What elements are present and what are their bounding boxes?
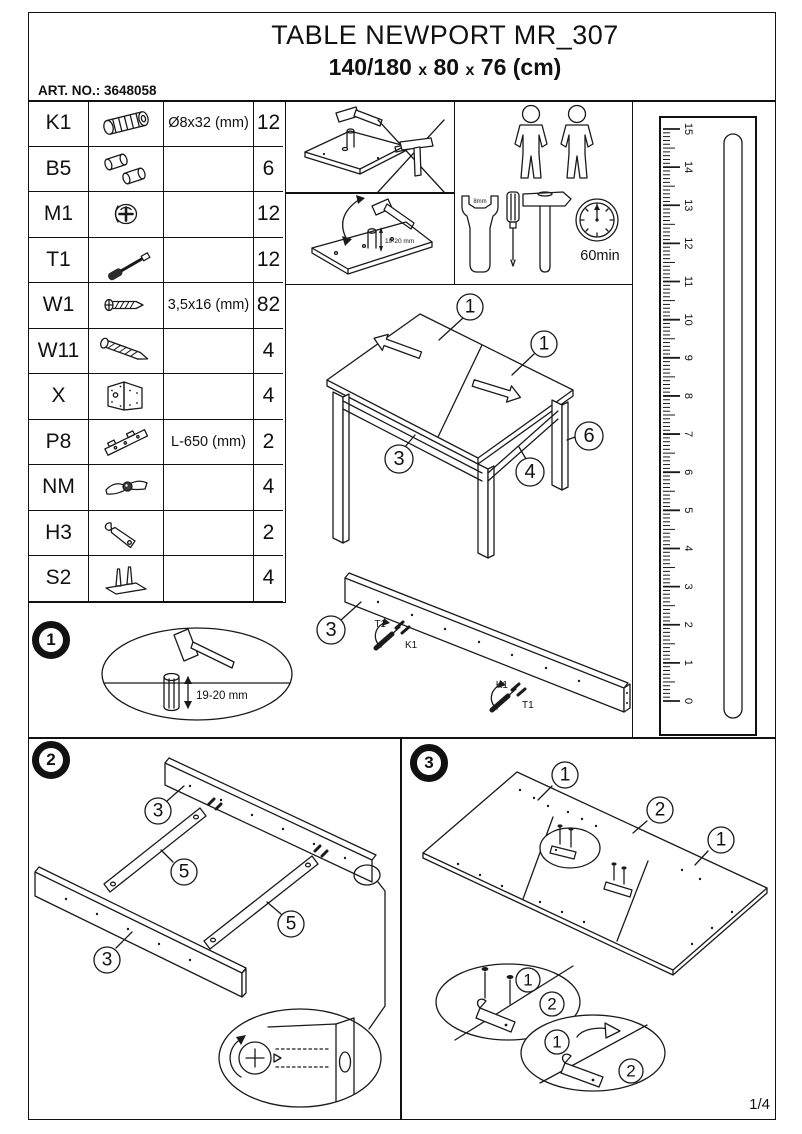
part-dimension	[164, 147, 254, 193]
svg-text:1: 1	[559, 764, 571, 786]
part-qty: 82	[254, 283, 283, 329]
part-code: B5	[29, 147, 89, 193]
svg-text:3: 3	[682, 583, 695, 590]
screwdriver-icon	[507, 192, 519, 266]
label-k1: K1	[495, 680, 508, 691]
svg-text:1: 1	[682, 659, 695, 666]
part-qty: 4	[254, 374, 283, 420]
svg-text:3: 3	[101, 949, 113, 971]
svg-text:1: 1	[715, 829, 727, 851]
clock-icon	[576, 199, 618, 241]
part-code: X	[29, 374, 89, 420]
step-1-badge: 1	[32, 621, 70, 659]
part-qty: 4	[254, 556, 283, 602]
bolt-icon	[89, 238, 164, 284]
step-2-badge: 2	[32, 741, 70, 779]
ruler	[659, 116, 757, 736]
wrong-flat-dowel	[395, 138, 433, 176]
part-dimension	[164, 556, 254, 602]
callout-5-right	[267, 902, 304, 937]
callout-1-right	[695, 827, 734, 865]
part-qty: 2	[254, 511, 283, 557]
svg-text:9: 9	[682, 354, 695, 361]
screw-position-2	[491, 680, 534, 711]
svg-text:12: 12	[682, 237, 695, 250]
article-number: ART. NO.: 3648058	[38, 83, 157, 98]
part-qty: 4	[254, 465, 283, 511]
step3-diagram	[400, 738, 776, 1120]
svg-text:2: 2	[547, 994, 557, 1014]
svg-text:5: 5	[682, 507, 695, 514]
part-dimension	[164, 374, 254, 420]
svg-text:4: 4	[682, 545, 695, 552]
dim-x: x	[418, 62, 428, 79]
long-screw-icon	[89, 329, 164, 375]
part-code: M1	[29, 192, 89, 238]
svg-text:3: 3	[152, 800, 164, 822]
svg-text:6: 6	[682, 469, 695, 476]
callout-3	[385, 435, 415, 473]
label-k1: K1	[405, 640, 418, 651]
svg-text:5: 5	[178, 861, 190, 883]
ruler-slot	[724, 134, 742, 718]
svg-text:1: 1	[538, 333, 550, 355]
page-number: 1/4	[749, 1096, 770, 1113]
ruler-scale	[661, 118, 755, 734]
svg-text:15: 15	[682, 122, 695, 136]
callout-1b	[512, 331, 557, 375]
dim-main: 140/180	[328, 54, 412, 80]
hammer-icon	[174, 629, 234, 668]
part-qty: 2	[254, 420, 283, 466]
svg-text:1: 1	[552, 1032, 562, 1052]
wrench-size-label: 8mm	[473, 199, 487, 205]
dim-x: x	[465, 62, 475, 79]
svg-text:2: 2	[626, 1061, 636, 1081]
svg-text:14: 14	[682, 161, 695, 174]
svg-text:5: 5	[285, 913, 297, 935]
page-title: TABLE NEWPORT MR_307	[271, 20, 619, 50]
part-dimension	[164, 329, 254, 375]
part-code: H3	[29, 511, 89, 557]
svg-text:2: 2	[682, 621, 695, 628]
part-dimension	[164, 238, 254, 284]
part-code: W1	[29, 283, 89, 329]
part-qty: 6	[254, 147, 283, 193]
part-qty: 12	[254, 238, 283, 284]
svg-text:3: 3	[325, 619, 337, 641]
corner-bracket-icon	[89, 374, 164, 420]
product-dimensions	[28, 54, 776, 81]
part-qty: 12	[254, 101, 283, 147]
part-dimension	[164, 465, 254, 511]
part-dimension: 3,5x16 (mm)	[164, 283, 254, 329]
svg-text:4: 4	[524, 461, 536, 483]
part-code: T1	[29, 238, 89, 284]
step2-diagram	[28, 738, 400, 1120]
crew-tools-panel	[455, 100, 632, 285]
part-code: P8	[29, 420, 89, 466]
screw-icon	[89, 283, 164, 329]
wrench-icon	[462, 196, 498, 272]
hammering-warning-diagram	[286, 100, 455, 285]
person-icon	[561, 106, 593, 179]
hammer-tilt-diagram	[312, 195, 432, 274]
dim-width: 80	[433, 54, 460, 80]
svg-text:13: 13	[682, 199, 695, 212]
step1-hammer-dowel-detail	[28, 607, 328, 738]
crossed-out-mark	[378, 120, 444, 192]
cam-lock-icon	[89, 192, 164, 238]
part-code: S2	[29, 556, 89, 602]
tools-diagram	[455, 100, 632, 285]
sleeve-caps-icon	[89, 147, 164, 193]
part-dimension: Ø8x32 (mm)	[164, 101, 254, 147]
svg-text:3: 3	[393, 448, 405, 470]
svg-text:8: 8	[682, 392, 695, 399]
label-t1: T1	[374, 619, 386, 630]
step-3-badge: 3	[410, 744, 448, 782]
svg-text:7: 7	[682, 431, 695, 438]
rail-diagram	[286, 560, 632, 738]
part-dimension	[164, 511, 254, 557]
bottom-rail	[35, 867, 246, 997]
svg-text:2: 2	[654, 799, 666, 821]
callout-6	[567, 422, 603, 450]
part-qty: 12	[254, 192, 283, 238]
callout-5-left	[161, 850, 197, 885]
no-flat-hammering-diagram	[305, 107, 444, 192]
dim-height: 76 (cm)	[480, 54, 562, 80]
cross-bar-right	[204, 856, 318, 949]
person-icon	[515, 106, 547, 179]
label-t1: T1	[522, 700, 534, 711]
rail-board	[345, 573, 630, 712]
dowel-icon	[164, 674, 179, 711]
depth-arrow	[184, 676, 192, 709]
svg-text:6: 6	[583, 425, 595, 447]
callout-3-top	[145, 786, 184, 824]
warning-panel	[286, 100, 455, 285]
callout-3-bottom	[94, 932, 132, 973]
dowel-icon	[89, 101, 164, 147]
latch-rotation-detail	[521, 1015, 665, 1091]
part-code: NM	[29, 465, 89, 511]
svg-text:1: 1	[464, 296, 476, 318]
knob-nut-icon	[89, 465, 164, 511]
part-dimension	[164, 192, 254, 238]
tabletop-panels	[423, 772, 767, 975]
svg-text:10: 10	[682, 313, 695, 326]
parts-table	[28, 100, 286, 603]
hammer-icon	[336, 107, 382, 126]
hammer-icon	[523, 192, 571, 272]
title-block	[28, 12, 776, 100]
svg-text:0: 0	[682, 697, 695, 705]
depth-label-small: 19-20 mm	[385, 238, 415, 245]
part-code: K1	[29, 101, 89, 147]
svg-text:11: 11	[682, 275, 695, 288]
ruler-panel	[632, 100, 776, 738]
part-qty: 4	[254, 329, 283, 375]
depth-label: 19-20 mm	[196, 690, 248, 702]
assembled-table-diagram	[286, 285, 632, 560]
spike-plate-icon	[89, 556, 164, 602]
part-dimension: L-650 (mm)	[164, 420, 254, 466]
duration-label: 60min	[580, 248, 620, 264]
rail-bracket-icon	[89, 420, 164, 466]
hook-bracket-icon	[89, 511, 164, 557]
svg-text:1: 1	[523, 970, 533, 990]
callout-1a	[439, 294, 483, 340]
callout-2-middle	[633, 797, 673, 833]
part-code: W11	[29, 329, 89, 375]
